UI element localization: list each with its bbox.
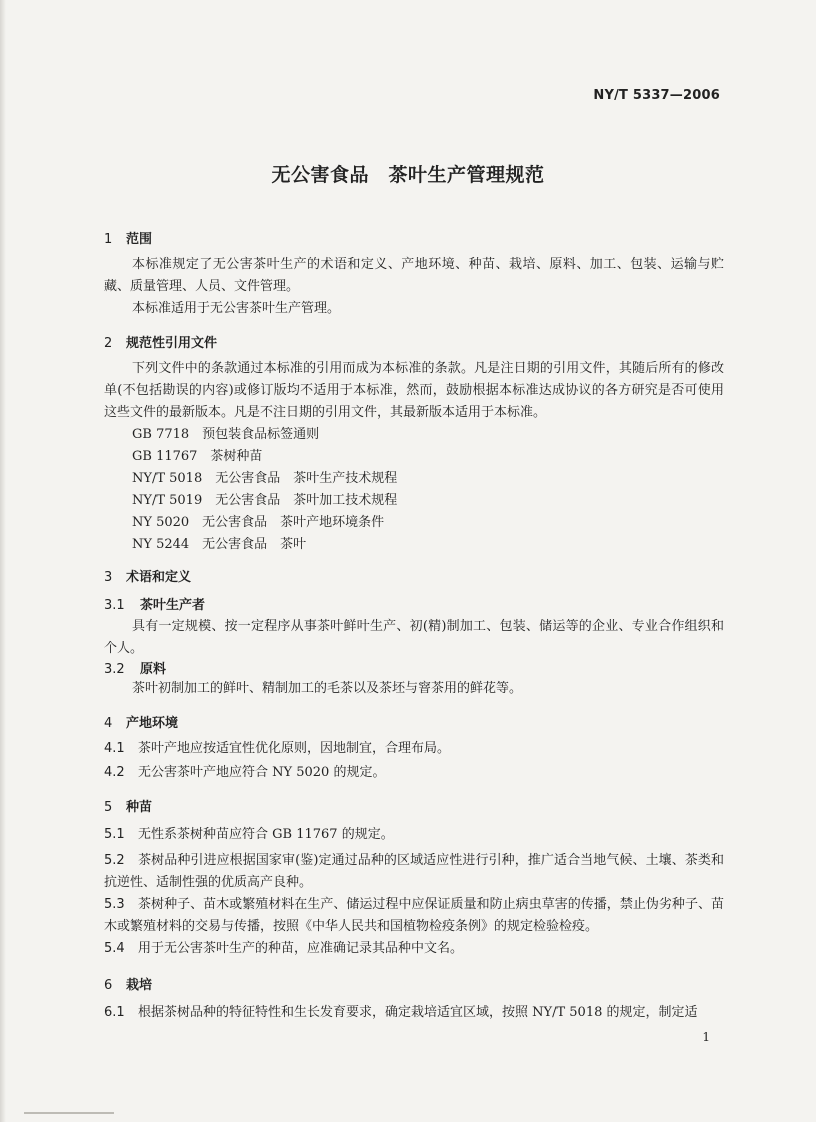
clause-number: 4.1 [104, 741, 125, 756]
clause-title: 原料 [140, 662, 167, 677]
clause-5-3 [104, 894, 724, 938]
clause-3-2-text: 茶叶初制加工的鲜叶、精制加工的毛茶以及茶坯与窨茶用的鲜花等。 [132, 681, 523, 696]
clause-3-1-text: 具有一定规模、按一定程序从事茶叶鲜叶生产、初(精)制加工、包装、储运等的企业、专业合作组织和个人。 [104, 619, 724, 656]
section-number: 6 [104, 978, 113, 993]
section-1-heading [104, 228, 152, 247]
section-title: 范围 [126, 232, 153, 247]
clause-title: 茶叶生产者 [140, 598, 206, 613]
reference-item: NY/T 5018 无公害食品 茶叶生产技术规程 [132, 471, 398, 486]
section-1-paragraph-2: 本标准适用于无公害茶叶生产管理。 [132, 301, 341, 316]
clause-5-1 [104, 824, 724, 846]
clause-text: 茶叶产地应按适宜性优化原则，因地制宜，合理布局。 [138, 741, 451, 756]
section-2-heading [104, 332, 217, 351]
clause-5-4 [104, 938, 724, 960]
clause-number: 5.2 [104, 853, 125, 868]
section-title: 产地环境 [126, 716, 179, 731]
scan-bottom-mark [24, 1112, 114, 1114]
clause-number: 5.1 [104, 827, 125, 842]
clause-4-2 [104, 762, 724, 784]
reference-item: GB 7718 预包装食品标签通则 [132, 427, 320, 442]
clause-text: 茶树种子、苗木或繁殖材料在生产、储运过程中应保证质量和防止病虫草害的传播，禁止伪劣种子、苗木或繁殖材料的交易与传播，按照《中华人民共和国植物检疫条例》的规定检验检疫。 [104, 897, 724, 934]
clause-4-1 [104, 738, 724, 760]
clause-3-2-heading [104, 658, 166, 677]
section-5-heading [104, 796, 152, 815]
section-title: 规范性引用文件 [126, 336, 218, 351]
section-3-heading [104, 566, 191, 585]
clause-text: 根据茶树品种的特征特性和生长发育要求，确定栽培适宜区域，按照 NY/T 5018 的规定，制定适 [138, 1005, 698, 1020]
clause-5-2 [104, 850, 724, 894]
clause-3-1-heading [104, 594, 205, 613]
clause-text: 无公害茶叶产地应符合 NY 5020 的规定。 [138, 765, 386, 780]
standard-code: NY/T 5337—2006 [593, 88, 720, 103]
reference-item: GB 11767 茶树种苗 [132, 449, 263, 464]
section-title: 术语和定义 [126, 570, 192, 585]
clause-number: 5.4 [104, 941, 125, 956]
clause-6-1 [104, 1002, 724, 1024]
section-1-paragraph-1: 本标准规定了无公害茶叶生产的术语和定义、产地环境、种苗、栽培、原料、加工、包装、运输与贮藏、质量管理、人员、文件管理。 [104, 257, 724, 294]
page-number: 1 [702, 1030, 710, 1044]
section-6-heading [104, 974, 152, 993]
clause-text: 用于无公害茶叶生产的种苗，应准确记录其品种中文名。 [138, 941, 464, 956]
section-4-heading [104, 712, 178, 731]
section-number: 1 [104, 232, 113, 247]
clause-text: 茶树品种引进应根据国家审(鉴)定通过品种的区域适应性进行引种，推广适合当地气候、土壤、茶类和抗逆性、适制性强的优质高产良种。 [104, 853, 724, 890]
section-number: 2 [104, 336, 113, 351]
clause-number: 3.2 [104, 662, 125, 677]
clause-number: 4.2 [104, 765, 125, 780]
section-2-paragraph-1: 下列文件中的条款通过本标准的引用而成为本标准的条款。凡是注日期的引用文件，其随后所有的修改单(不包括勘误的内容)或修订版均不适用于本标准，然而，鼓励根据本标准达成协议的各方研究是否可使用这些文件的最新版本。凡是不注日期的引用文件，其最新版本适用于本标准。 [104, 361, 724, 420]
document-title: 无公害食品 茶叶生产管理规范 [271, 164, 545, 186]
clause-text: 无性系茶树种苗应符合 GB 11767 的规定。 [138, 827, 394, 842]
reference-item: NY 5020 无公害食品 茶叶产地环境条件 [132, 515, 385, 530]
clause-number: 3.1 [104, 598, 125, 613]
section-title: 栽培 [126, 978, 153, 993]
section-number: 3 [104, 570, 113, 585]
section-number: 4 [104, 716, 113, 731]
clause-number: 6.1 [104, 1005, 125, 1020]
reference-item: NY/T 5019 无公害食品 茶叶加工技术规程 [132, 493, 398, 508]
clause-number: 5.3 [104, 897, 125, 912]
section-number: 5 [104, 800, 113, 815]
section-title: 种苗 [126, 800, 153, 815]
reference-item: NY 5244 无公害食品 茶叶 [132, 537, 307, 552]
